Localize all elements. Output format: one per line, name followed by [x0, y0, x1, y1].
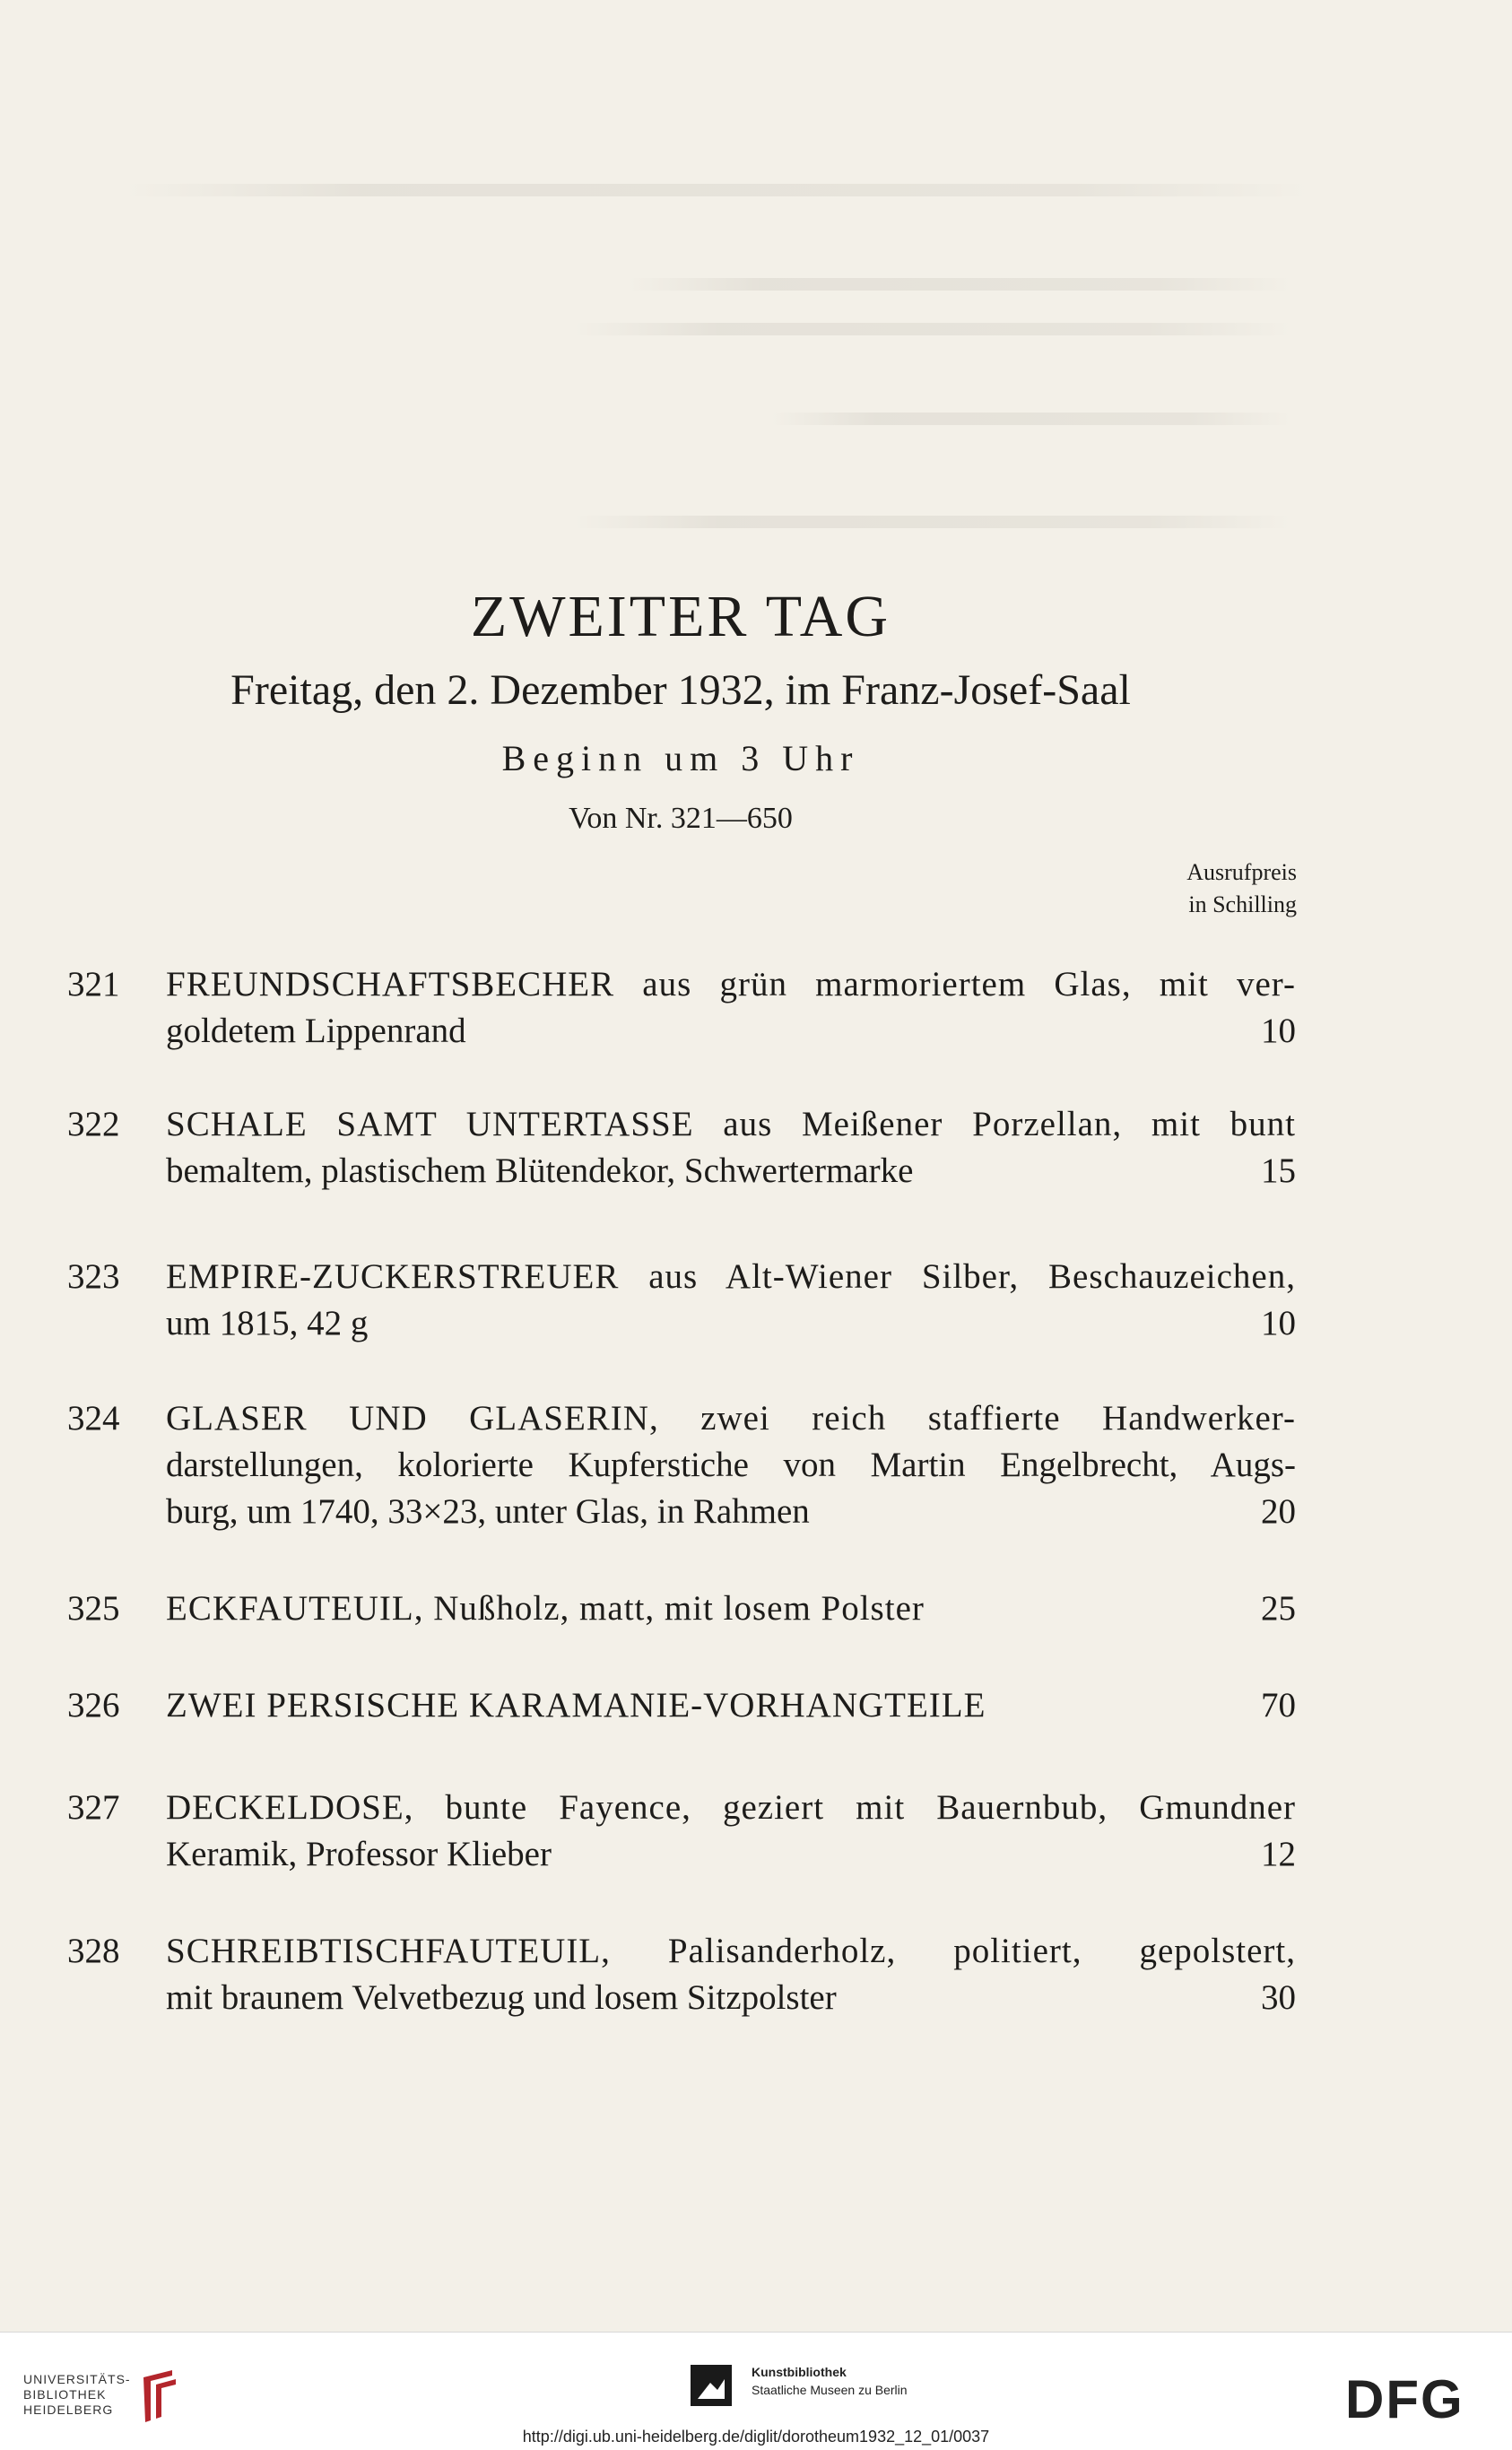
show-through-mark — [574, 516, 1291, 528]
page-title: ZWEITER TAG — [470, 584, 891, 649]
lot-entry — [67, 1682, 1296, 1729]
lot-line: ECKFAUTEUIL, Nußholz, matt, mit losem Polster — [166, 1589, 925, 1628]
lot-number: 323 — [67, 1257, 120, 1296]
start-time: Beginn um 3 Uhr — [501, 738, 860, 778]
lot-number: 325 — [67, 1589, 120, 1628]
kunstbibliothek-subtitle: Staatliche Museen zu Berlin — [752, 2383, 908, 2397]
dfg-logo: DFG — [1345, 2369, 1464, 2429]
lot-price: 20 — [1261, 1492, 1296, 1531]
lot-number: 321 — [67, 965, 120, 1003]
lot-range: Von Nr. 321—650 — [569, 802, 793, 835]
lot-description — [166, 1682, 1296, 1729]
lot-number: 328 — [67, 1932, 120, 1970]
lot-description — [166, 961, 1296, 1055]
lot-line: SCHALE SAMT UNTERTASSE aus Meißener Porzellan, mit bunt — [166, 1105, 1296, 1143]
lot-number: 327 — [67, 1788, 120, 1827]
lot-description — [166, 1785, 1296, 1878]
lot-entry — [67, 1395, 1296, 1535]
digitization-footer — [0, 2332, 1512, 2450]
lot-entry — [67, 1101, 1296, 1195]
university-logo-icon — [136, 2365, 181, 2428]
permalink-url[interactable]: http://digi.ub.uni-heidelberg.de/diglit/dorotheum1932_12_01/0037 — [522, 2428, 990, 2446]
show-through-mark — [126, 184, 1309, 196]
lot-number: 326 — [67, 1686, 120, 1725]
kunstbibliothek-name: Kunstbibliothek — [752, 2365, 847, 2379]
lot-line: darstellungen, kolorierte Kupferstiche von Martin Engelbrecht, Augs- — [166, 1446, 1296, 1484]
lot-number: 322 — [67, 1105, 120, 1143]
university-label-line: UNIVERSITÄTS- — [23, 2372, 131, 2386]
lot-price: 30 — [1261, 1978, 1296, 2017]
lot-entry — [67, 1586, 1296, 1632]
lot-price: 12 — [1261, 1835, 1296, 1873]
price-label-line-2: in Schilling — [1188, 891, 1297, 917]
lot-price: 25 — [1261, 1589, 1296, 1628]
lot-line: mit braunem Velvetbezug und losem Sitzpolster — [166, 1978, 837, 2017]
lot-entry — [67, 1254, 1296, 1347]
lot-line: EMPIRE-ZUCKERSTREUER aus Alt-Wiener Silber, Beschauzeichen, — [166, 1257, 1296, 1296]
lot-price: 15 — [1261, 1151, 1296, 1190]
price-label-line-1: Ausrufpreis — [1186, 859, 1297, 885]
lot-line: ZWEI PERSISCHE KARAMANIE-VORHANGTEILE — [166, 1686, 986, 1725]
university-label-line: HEIDELBERG — [23, 2402, 114, 2417]
lot-price: 10 — [1261, 1304, 1296, 1342]
lot-line: burg, um 1740, 33×23, unter Glas, in Rahmen — [166, 1492, 810, 1531]
lot-entry — [67, 1785, 1296, 1878]
university-label-line: BIBLIOTHEK — [23, 2387, 107, 2402]
lot-price: 10 — [1261, 1012, 1296, 1050]
lot-description — [166, 1254, 1296, 1347]
lot-price: 70 — [1261, 1686, 1296, 1725]
lot-description — [166, 1586, 1296, 1632]
lot-line: Keramik, Professor Klieber — [166, 1835, 552, 1873]
lot-entry — [67, 1928, 1296, 2021]
lot-line: goldetem Lippenrand — [166, 1012, 466, 1050]
university-library-label — [23, 2372, 131, 2418]
lot-number: 324 — [67, 1399, 120, 1438]
lot-line: bemaltem, plastischem Blütendekor, Schwertermarke — [166, 1151, 914, 1190]
price-column-header — [1186, 856, 1297, 921]
lot-line: FREUNDSCHAFTSBECHER aus grün marmoriertem Glas, mit ver- — [166, 965, 1296, 1003]
show-through-mark — [628, 278, 1291, 291]
lot-line: GLASER UND GLASERIN, zwei reich staffierte Handwerker- — [166, 1399, 1296, 1438]
show-through-mark — [574, 323, 1291, 335]
lot-entry — [67, 961, 1296, 1055]
lot-line: um 1815, 42 g — [166, 1304, 369, 1342]
page-subtitle: Freitag, den 2. Dezember 1932, im Franz-Josef-Saal — [230, 666, 1131, 714]
lot-description — [166, 1928, 1296, 2021]
lot-description — [166, 1395, 1296, 1535]
lot-line: DECKELDOSE, bunte Fayence, geziert mit Bauernbub, Gmundner — [166, 1788, 1296, 1827]
kunstbibliothek-label — [752, 2363, 908, 2399]
kunstbibliothek-logo-icon — [691, 2365, 732, 2406]
lot-line: SCHREIBTISCHFAUTEUIL, Palisanderholz, politiert, gepolstert, — [166, 1932, 1296, 1970]
show-through-mark — [771, 413, 1291, 425]
lot-description — [166, 1101, 1296, 1195]
